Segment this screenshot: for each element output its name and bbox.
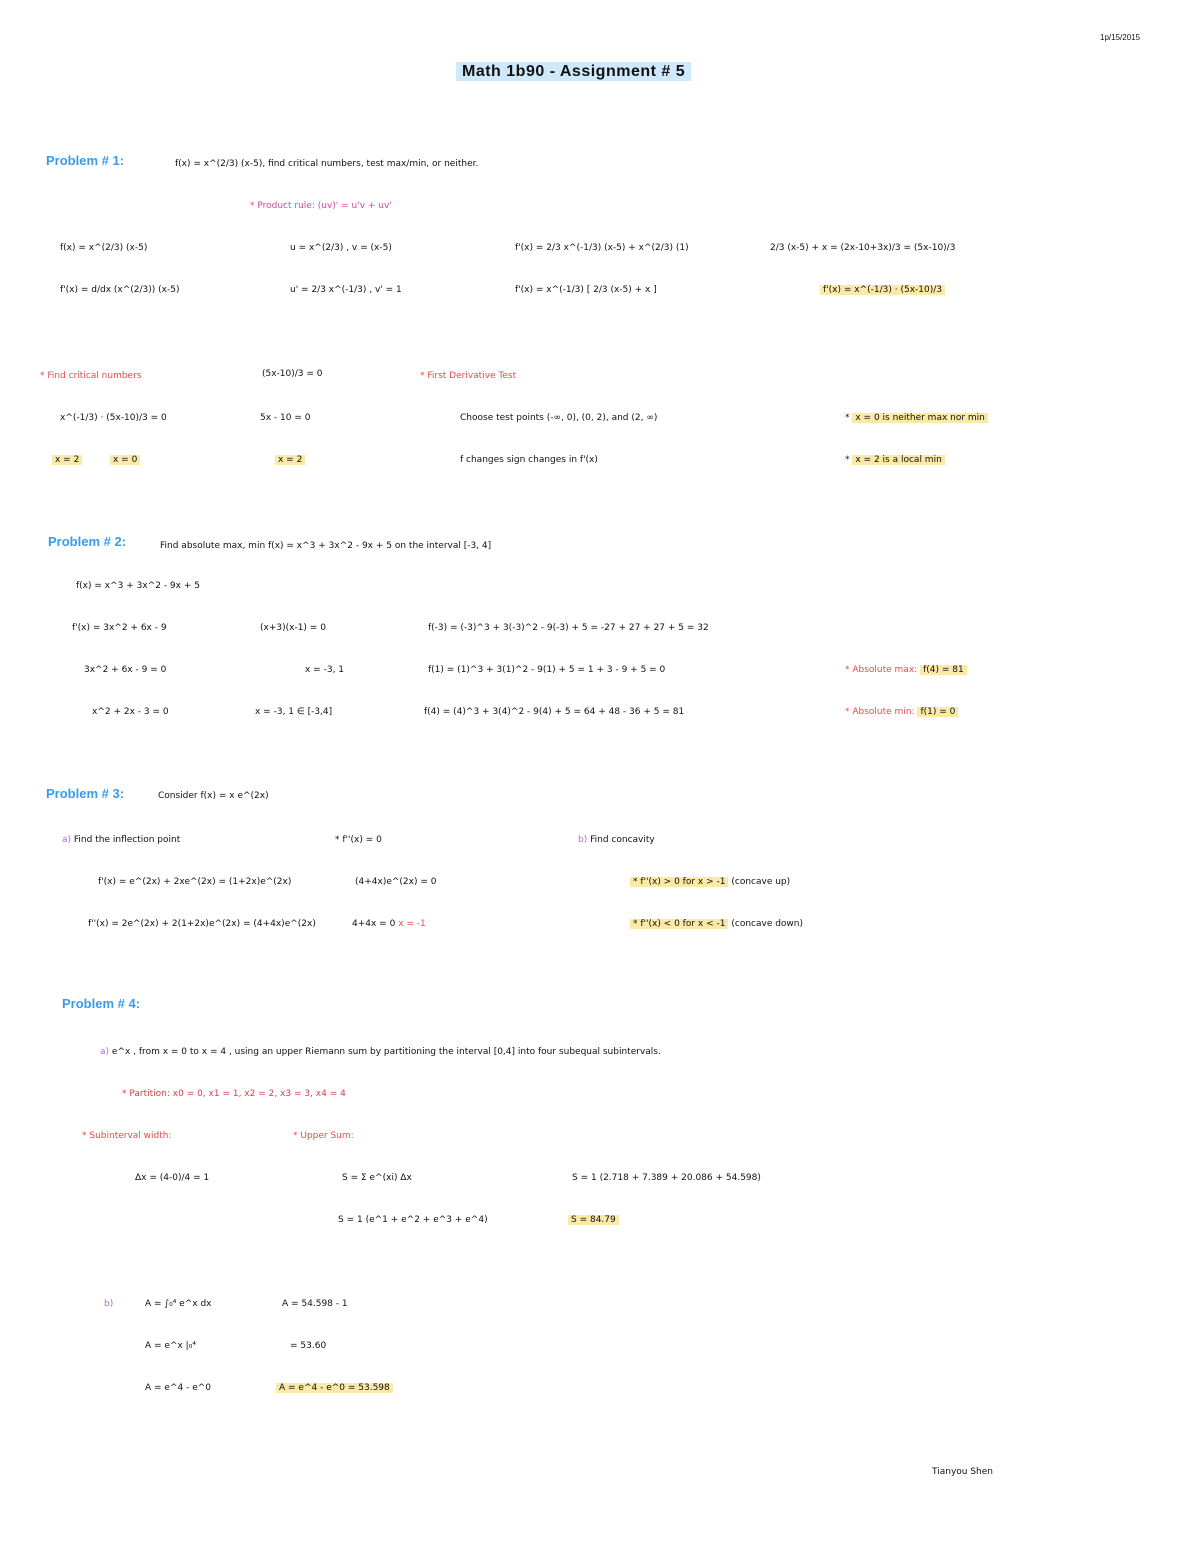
upper-sum-label: * Upper Sum: [293,1131,354,1141]
p4a-label: a) [100,1047,110,1057]
p3b-text: Find concavity [590,835,655,845]
p2-col2-row2: x = -3, 1 [305,665,345,675]
p3a-text: Find the inflection point [73,835,181,845]
abs-min-label: * Absolute min: [845,707,915,717]
p1-col4-row2: f'(x) = x^(-1/3) · (5x-10)/3 [820,285,945,295]
crit-row-2: 5x - 10 = 0 [260,413,311,423]
fdt-result-2: x = 2 is a local min [852,455,944,465]
problem-2-statement: Find absolute max, min f(x) = x^3 + 3x^2 - 9x + 5 on the interval [-3, 4] [160,541,492,551]
upper-sum-label-wrap [293,1130,354,1142]
p1-col2-row2: u' = 2/3 x^(-1/3) , v' = 1 [290,285,402,295]
upper-sum-result-wrap [568,1214,619,1226]
crit-result-1-wrap [52,454,82,466]
sub-width-eq: Δx = (4-0)/4 = 1 [135,1173,210,1183]
p2-col1-row4: x^2 + 2x - 3 = 0 [92,707,169,717]
date-stamp: 1p/15/2015 [1100,33,1141,42]
p4b-right-1: A = 54.598 - 1 [282,1299,348,1309]
crit-result-3: x = 2 [275,455,305,465]
p3b-row-2: * f''(x) < 0 for x < -1 [630,919,728,929]
abs-max-value: f(4) = 81 [920,665,967,675]
p2-col1-row2: f'(x) = 3x^2 + 6x - 9 [72,623,167,633]
p3b-label: b) [578,835,588,845]
crit-result-1: x = 2 [52,455,82,465]
p3a-label: a) [62,835,72,845]
p1-col1-row2: f'(x) = d/dx (x^(2/3)) (x-5) [60,285,180,295]
p3b-row-2-wrap [630,918,803,930]
partition: * Partition: x0 = 0, x1 = 1, x2 = 2, x3 = 3, x4 = 4 [122,1089,346,1099]
p1-col2-row1: u = x^(2/3) , v = (x-5) [290,243,392,253]
fdt-result-2-wrap: * x = 2 is a local min [845,454,945,466]
p1-col4-row2-wrap [820,284,945,296]
p2-col1-row1: f(x) = x^3 + 3x^2 - 9x + 5 [76,581,200,591]
page-title: Math 1b90 - Assignment # 5 [456,62,691,81]
abs-max-label: * Absolute max: [845,665,918,675]
crit-label-text: * Find critical numbers [40,371,142,381]
p1-col4-row1: 2/3 (x-5) + x = (2x-10+3x)/3 = (5x-10)/3 [770,243,956,253]
page-title-wrap [456,63,691,80]
p3b-note-1: (concave up) [731,877,791,887]
sub-width-label: * Subinterval width: [82,1131,172,1141]
crit-row-1: x^(-1/3) · (5x-10)/3 = 0 [60,413,167,423]
crit-eq: (5x-10)/3 = 0 [262,369,323,379]
problem-2-label: Problem # 2: [48,534,127,549]
crit-label [40,370,141,382]
p4b-row-2: A = e^x |₀⁴ [145,1341,196,1351]
p4b-row-1: A = ∫₀⁴ e^x dx [145,1299,212,1309]
p3b-note-2: (concave down) [731,919,804,929]
fdt-row-2: f changes sign changes in f'(x) [460,455,598,465]
p4a-text: e^x , from x = 0 to x = 4 , using an upper Riemann sum by partitioning the interval [0,4] into four subequal subintervals. [111,1047,661,1057]
upper-sum-num: S = 1 (2.718 + 7.389 + 20.086 + 54.598) [572,1173,761,1183]
p4b-row-3: A = e^4 - e^0 [145,1383,211,1393]
p3-mid-row-1: * f''(x) = 0 [335,835,382,845]
author-name: Tianyou Shen [932,1467,993,1477]
problem-3-statement: Consider f(x) = x e^(2x) [158,791,269,801]
p4b-result: A = e^4 - e^0 = 53.598 [276,1383,393,1393]
p2-col1-row3: 3x^2 + 6x - 9 = 0 [84,665,167,675]
sub-width-label-wrap [82,1130,172,1142]
crit-result-2: x = 0 [110,455,140,465]
fdt-row-1: Choose test points (-∞, 0), (0, 2), and (2, ∞) [460,413,658,423]
p2-col2-row3: x = -3, 1 ∈ [-3,4] [255,707,333,717]
p1-col3-row1: f'(x) = 2/3 x^(-1/3) (x-5) + x^(2/3) (1) [515,243,689,253]
p3a-row-1: f'(x) = e^(2x) + 2xe^(2x) = (1+2x)e^(2x) [98,877,292,887]
p3b-wrap [578,834,655,846]
p1-col3-row2: f'(x) = x^(-1/3) [ 2/3 (x-5) + x ] [515,285,657,295]
p3-mid-row-3-wrap [352,918,426,930]
upper-sum-result: S = 84.79 [568,1215,619,1225]
upper-sum-expand: S = 1 (e^1 + e^2 + e^3 + e^4) [338,1215,488,1225]
crit-result-2-wrap [110,454,140,466]
p4b-result-wrap [276,1382,393,1394]
fdt-result-1: x = 0 is neither max nor min [852,413,988,423]
p3-mid-row-2: (4+4x)e^(2x) = 0 [355,877,437,887]
p3-mid-result: x = -1 [398,919,426,929]
p4a-wrap [100,1046,661,1058]
p3-mid-row-3: 4+4x = 0 [352,919,396,929]
fdt-label [420,370,516,382]
problem-1-label: Problem # 1: [46,153,125,168]
p3b-row-1: * f''(x) > 0 for x > -1 [630,877,728,887]
product-rule-note: * Product rule: (uv)' = u'v + uv' [250,201,392,211]
p2-col3-row2: f(1) = (1)^3 + 3(1)^2 - 9(1) + 5 = 1 + 3 - 9 + 5 = 0 [428,665,666,675]
p4b-label: b) [104,1299,114,1309]
crit-result-3-wrap [275,454,305,466]
p3a-row-2: f''(x) = 2e^(2x) + 2(1+2x)e^(2x) = (4+4x)e^(2x) [88,919,316,929]
fdt-result-1-wrap: * x = 0 is neither max nor min [845,412,988,424]
p2-col3-row3: f(4) = (4)^3 + 3(4)^2 - 9(4) + 5 = 64 + 48 - 36 + 5 = 81 [424,707,685,717]
abs-min-wrap [845,706,958,718]
p2-col3-row1: f(-3) = (-3)^3 + 3(-3)^2 - 9(-3) + 5 = -27 + 27 + 27 + 5 = 32 [428,623,709,633]
fdt-label-text: * First Derivative Test [420,371,517,381]
p2-col2-row1: (x+3)(x-1) = 0 [260,623,326,633]
p1-col1-row1: f(x) = x^(2/3) (x-5) [60,243,148,253]
p3b-row-1-wrap [630,876,790,888]
problem-3-label: Problem # 3: [46,786,125,801]
abs-max-wrap [845,664,967,676]
upper-sum-eq: S = Σ e^(xi) Δx [342,1173,412,1183]
p4b-right-2: = 53.60 [290,1341,327,1351]
abs-min-value: f(1) = 0 [917,707,958,717]
p3a-wrap [62,834,180,846]
problem-1-statement: f(x) = x^(2/3) (x-5), find critical numbers, test max/min, or neither. [175,159,479,169]
problem-4-label: Problem # 4: [62,996,141,1011]
